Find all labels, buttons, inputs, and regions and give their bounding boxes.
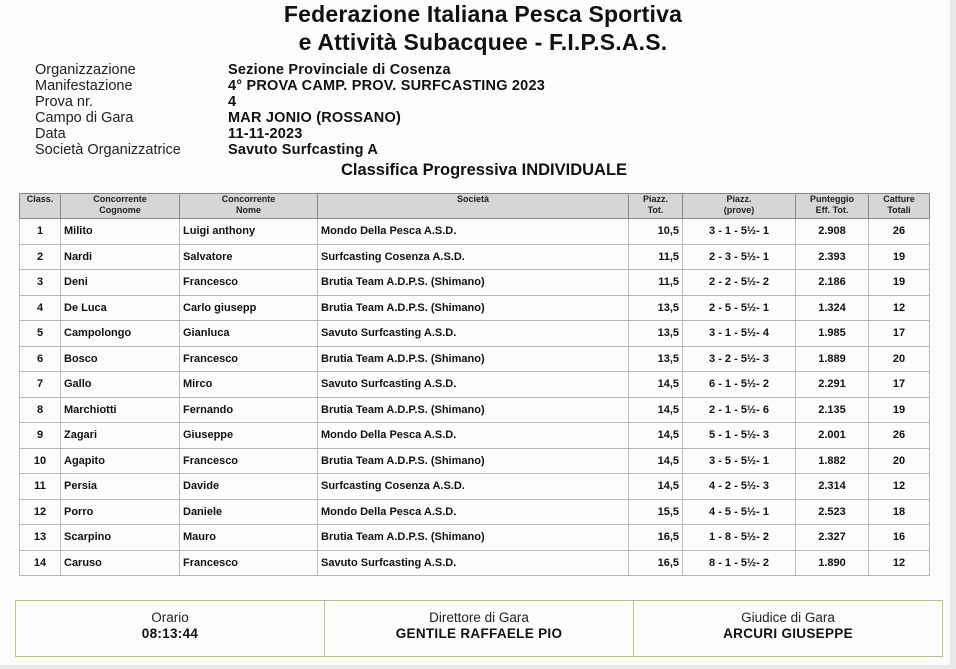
table-row [20, 499, 930, 525]
score-cell: 2.186 [796, 270, 869, 296]
placements-cell: 3 - 2 - 5½- 3 [683, 346, 796, 372]
ranking-table [19, 193, 930, 576]
name-cell: Francesco [180, 346, 318, 372]
edge-shadow [950, 0, 956, 669]
table-row [20, 295, 930, 321]
position-cell: 6 [20, 346, 61, 372]
info-row-prova [35, 94, 545, 110]
score-cell: 2.314 [796, 474, 869, 500]
table-row [20, 321, 930, 347]
score-cell: 1.889 [796, 346, 869, 372]
name-cell: Francesco [180, 550, 318, 576]
position-cell: 14 [20, 550, 61, 576]
table-row [20, 448, 930, 474]
club-cell: Savuto Surfcasting A.S.D. [318, 372, 629, 398]
total-placement-cell: 11,5 [629, 270, 683, 296]
footer-box [15, 600, 943, 657]
table-row [20, 474, 930, 500]
name-cell: Daniele [180, 499, 318, 525]
info-value: Sezione Provinciale di Cosenza [228, 62, 451, 78]
score-cell: 2.523 [796, 499, 869, 525]
footer-value: 08:13:44 [141, 626, 199, 641]
table-row [20, 244, 930, 270]
name-cell: Fernando [180, 397, 318, 423]
score-cell: 1.324 [796, 295, 869, 321]
name-cell: Gianluca [180, 321, 318, 347]
placements-cell: 8 - 1 - 5½- 2 [683, 550, 796, 576]
total-placement-cell: 14,5 [629, 448, 683, 474]
position-cell: 8 [20, 397, 61, 423]
club-cell: Brutia Team A.D.P.S. (Shimano) [318, 448, 629, 474]
placements-cell: 3 - 1 - 5½- 4 [683, 321, 796, 347]
club-cell: Mondo Della Pesca A.S.D. [318, 499, 629, 525]
footer-value: GENTILE RAFFAELE PIO [395, 626, 563, 641]
position-cell: 4 [20, 295, 61, 321]
placements-cell: 1 - 8 - 5½- 2 [683, 525, 796, 551]
placements-cell: 5 - 1 - 5½- 3 [683, 423, 796, 449]
surname-cell: Caruso [61, 550, 180, 576]
table-row [20, 270, 930, 296]
surname-cell: Bosco [61, 346, 180, 372]
club-cell: Brutia Team A.D.P.S. (Shimano) [318, 397, 629, 423]
total-placement-cell: 16,5 [629, 525, 683, 551]
info-label: Manifestazione [35, 78, 133, 94]
placements-cell: 3 - 5 - 5½- 1 [683, 448, 796, 474]
info-value: 11-11-2023 [228, 126, 303, 142]
score-cell: 2.001 [796, 423, 869, 449]
catches-cell: 19 [869, 244, 930, 270]
info-value: 4° PROVA CAMP. PROV. SURFCASTING 2023 [228, 78, 545, 94]
surname-cell: Campolongo [61, 321, 180, 347]
club-cell: Surfcasting Cosenza A.S.D. [318, 474, 629, 500]
footer-value: ARCURI GIUSEPPE [723, 626, 853, 641]
info-row-organizzazione [35, 62, 545, 78]
surname-cell: Zagari [61, 423, 180, 449]
position-cell: 5 [20, 321, 61, 347]
surname-cell: Milito [61, 219, 180, 245]
table-row [20, 550, 930, 576]
name-cell: Mauro [180, 525, 318, 551]
catches-cell: 16 [869, 525, 930, 551]
catches-cell: 12 [869, 474, 930, 500]
total-placement-cell: 16,5 [629, 550, 683, 576]
placements-cell: 2 - 3 - 5½- 1 [683, 244, 796, 270]
position-cell: 13 [20, 525, 61, 551]
header-societa: Società [318, 194, 629, 219]
total-placement-cell: 13,5 [629, 295, 683, 321]
info-label: Organizzazione [35, 62, 136, 78]
info-value: MAR JONIO (ROSSANO) [228, 110, 401, 126]
footer-giudice [634, 601, 942, 656]
surname-cell: Marchiotti [61, 397, 180, 423]
total-placement-cell: 14,5 [629, 372, 683, 398]
header-piazz-tot: Piazz. Tot. [629, 194, 683, 219]
info-label: Campo di Gara [35, 110, 134, 126]
info-label: Prova nr. [35, 94, 94, 110]
placements-cell: 4 - 2 - 5½- 3 [683, 474, 796, 500]
position-cell: 9 [20, 423, 61, 449]
club-cell: Surfcasting Cosenza A.S.D. [318, 244, 629, 270]
total-placement-cell: 15,5 [629, 499, 683, 525]
header-piazz-prove: Piazz. (prove) [683, 194, 796, 219]
header-cognome: Concorrente Cognome [61, 194, 180, 219]
score-cell: 2.291 [796, 372, 869, 398]
federation-title-line1: Federazione Italiana Pesca Sportiva [283, 1, 683, 27]
name-cell: Salvatore [180, 244, 318, 270]
table-row [20, 423, 930, 449]
club-cell: Brutia Team A.D.P.S. (Shimano) [318, 346, 629, 372]
catches-cell: 17 [869, 321, 930, 347]
footer-label: Orario [151, 610, 189, 625]
table-row [20, 525, 930, 551]
footer-label: Direttore di Gara [429, 610, 529, 625]
surname-cell: Deni [61, 270, 180, 296]
footer-orario [16, 601, 325, 656]
position-cell: 7 [20, 372, 61, 398]
ranking-title: Classifica Progressiva INDIVIDUALE [340, 161, 628, 179]
total-placement-cell: 14,5 [629, 474, 683, 500]
catches-cell: 17 [869, 372, 930, 398]
score-cell: 2.908 [796, 219, 869, 245]
position-cell: 3 [20, 270, 61, 296]
table-row [20, 219, 930, 245]
club-cell: Brutia Team A.D.P.S. (Shimano) [318, 525, 629, 551]
score-cell: 2.327 [796, 525, 869, 551]
table-row [20, 346, 930, 372]
info-label: Data [35, 126, 66, 142]
surname-cell: Gallo [61, 372, 180, 398]
position-cell: 12 [20, 499, 61, 525]
info-row-campo-di-gara [35, 110, 545, 126]
surname-cell: Persia [61, 474, 180, 500]
name-cell: Giuseppe [180, 423, 318, 449]
info-value: Savuto Surfcasting A [228, 142, 379, 158]
catches-cell: 18 [869, 499, 930, 525]
total-placement-cell: 13,5 [629, 321, 683, 347]
score-cell: 1.890 [796, 550, 869, 576]
surname-cell: Scarpino [61, 525, 180, 551]
catches-cell: 12 [869, 295, 930, 321]
header-punteggio: Punteggio Eff. Tot. [796, 194, 869, 219]
info-row-data [35, 126, 545, 142]
position-cell: 11 [20, 474, 61, 500]
catches-cell: 20 [869, 448, 930, 474]
name-cell: Luigi anthony [180, 219, 318, 245]
placements-cell: 4 - 5 - 5½- 1 [683, 499, 796, 525]
total-placement-cell: 14,5 [629, 423, 683, 449]
club-cell: Mondo Della Pesca A.S.D. [318, 219, 629, 245]
table-row [20, 372, 930, 398]
surname-cell: Porro [61, 499, 180, 525]
surname-cell: De Luca [61, 295, 180, 321]
header-nome: Concorrente Nome [180, 194, 318, 219]
placements-cell: 6 - 1 - 5½- 2 [683, 372, 796, 398]
total-placement-cell: 13,5 [629, 346, 683, 372]
club-cell: Mondo Della Pesca A.S.D. [318, 423, 629, 449]
info-row-societa-organizzatrice [35, 142, 545, 158]
footer-label: Giudice di Gara [741, 610, 835, 625]
header-catture: Catture Totali [869, 194, 930, 219]
score-cell: 2.393 [796, 244, 869, 270]
catches-cell: 19 [869, 270, 930, 296]
placements-cell: 3 - 1 - 5½- 1 [683, 219, 796, 245]
catches-cell: 20 [869, 346, 930, 372]
info-label: Società Organizzatrice [35, 142, 181, 158]
edge-shadow [0, 665, 956, 669]
score-cell: 2.135 [796, 397, 869, 423]
total-placement-cell: 14,5 [629, 397, 683, 423]
header-class: Class. [20, 194, 61, 219]
name-cell: Francesco [180, 448, 318, 474]
info-value: 4 [228, 94, 237, 110]
catches-cell: 19 [869, 397, 930, 423]
surname-cell: Nardi [61, 244, 180, 270]
placements-cell: 2 - 1 - 5½- 6 [683, 397, 796, 423]
placements-cell: 2 - 5 - 5½- 1 [683, 295, 796, 321]
total-placement-cell: 10,5 [629, 219, 683, 245]
table-header-row [20, 194, 930, 219]
event-info-block [35, 62, 545, 158]
catches-cell: 12 [869, 550, 930, 576]
name-cell: Francesco [180, 270, 318, 296]
club-cell: Savuto Surfcasting A.S.D. [318, 550, 629, 576]
name-cell: Carlo giusepp [180, 295, 318, 321]
placements-cell: 2 - 2 - 5½- 2 [683, 270, 796, 296]
federation-title-line2: e Attività Subacquee - F.I.P.S.A.S. [298, 29, 668, 55]
surname-cell: Agapito [61, 448, 180, 474]
footer-direttore [325, 601, 634, 656]
position-cell: 1 [20, 219, 61, 245]
catches-cell: 26 [869, 423, 930, 449]
catches-cell: 26 [869, 219, 930, 245]
name-cell: Mirco [180, 372, 318, 398]
club-cell: Brutia Team A.D.P.S. (Shimano) [318, 295, 629, 321]
score-cell: 1.985 [796, 321, 869, 347]
table-row [20, 397, 930, 423]
score-cell: 1.882 [796, 448, 869, 474]
ranking-body [20, 219, 930, 576]
club-cell: Savuto Surfcasting A.S.D. [318, 321, 629, 347]
total-placement-cell: 11,5 [629, 244, 683, 270]
position-cell: 2 [20, 244, 61, 270]
name-cell: Davide [180, 474, 318, 500]
club-cell: Brutia Team A.D.P.S. (Shimano) [318, 270, 629, 296]
info-row-manifestazione [35, 78, 545, 94]
position-cell: 10 [20, 448, 61, 474]
